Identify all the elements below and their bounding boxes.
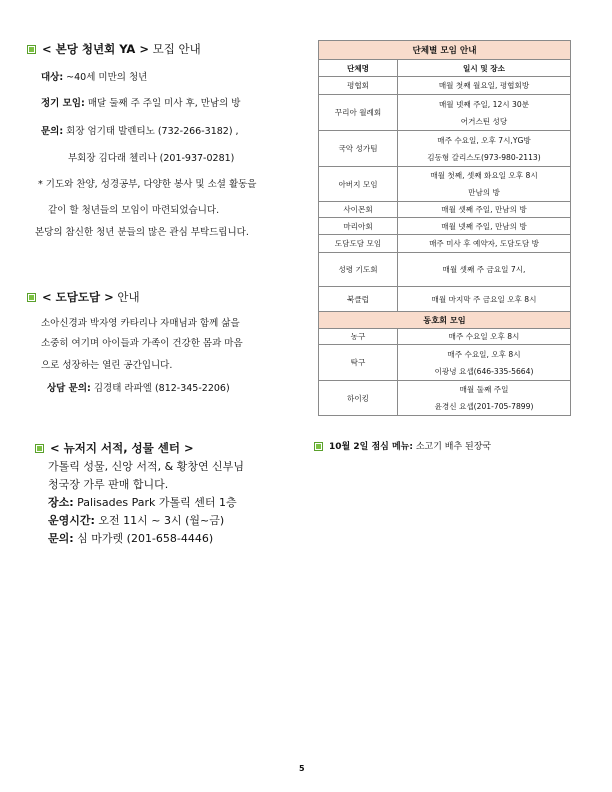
group-name-cell: 평협회 bbox=[319, 77, 398, 95]
page-number: 5 bbox=[299, 764, 305, 773]
group-info-cell bbox=[398, 95, 571, 131]
group-info-line: 김동형 갈리스도(973-980-2113) bbox=[427, 152, 541, 162]
schedule-col-name: 단체명 bbox=[319, 60, 398, 77]
group-name-cell: 하이킹 bbox=[319, 381, 398, 416]
group-info-line: 매월 첫째 월요일, 평협회방 bbox=[438, 80, 530, 90]
ya-desc-2: 같이 할 청년들의 모임이 마련되었습니다. bbox=[48, 205, 220, 216]
dodam-contact bbox=[47, 384, 230, 394]
ya-contact-value: 회장 엄기태 발렌티노 (732-266-3182) , bbox=[63, 126, 239, 137]
ya-target-value: ~40세 미만의 청년 bbox=[63, 72, 148, 83]
group-info-line: 매월 셋째 주일, 만남의 방 bbox=[441, 204, 527, 214]
dodam-heading-rest: 안내 bbox=[113, 290, 140, 304]
table-row bbox=[319, 167, 571, 202]
group-info-line: 매월 둘째 주일 bbox=[459, 385, 509, 394]
dodam-line-2: 소중히 여기며 아이들과 가족이 건강한 몸과 마음 bbox=[41, 338, 243, 349]
group-info-line: 매주 수요일, 오후 7시,YG방 bbox=[437, 135, 531, 145]
dodam-line-1: 소아신경과 박자영 카타리나 자매님과 함께 삶을 bbox=[41, 318, 240, 329]
bookstore-hours-label: 운영시간: bbox=[48, 514, 95, 527]
club-title: 동호회 모임 bbox=[319, 312, 571, 329]
ya-heading-rest: 모집 안내 bbox=[148, 42, 201, 56]
group-info-cell bbox=[398, 131, 571, 167]
group-info-line: 매주 수요일, 오후 8시 bbox=[447, 349, 521, 359]
group-name-cell: 농구 bbox=[319, 329, 398, 345]
ya-target bbox=[41, 73, 147, 83]
ya-contact-label: 문의: bbox=[41, 126, 64, 137]
schedule-col-info: 일시 및 장소 bbox=[398, 60, 571, 77]
group-rows bbox=[319, 77, 571, 312]
ya-target-label: 대상: bbox=[41, 72, 64, 83]
dodam-contact-value: 김경태 라파엘 (812-345-2206) bbox=[90, 383, 230, 394]
dodam-contact-label: 상담 문의: bbox=[47, 383, 91, 394]
ya-contact-vice: 부회장 김다래 첼리나 (201-937-0281) bbox=[68, 153, 235, 164]
group-name-cell: 꾸리아 월례회 bbox=[319, 95, 398, 131]
group-name-cell: 사이몬회 bbox=[319, 202, 398, 218]
ya-meeting bbox=[41, 99, 241, 109]
table-row bbox=[319, 218, 571, 235]
group-info-cell bbox=[398, 381, 571, 416]
lunch-value: 소고기 배추 된장국 bbox=[412, 442, 492, 452]
bookstore-place-label: 장소: bbox=[48, 496, 74, 509]
table-row bbox=[319, 287, 571, 312]
dodam-heading-bold: < 도담도담 > bbox=[42, 290, 114, 304]
ya-contact bbox=[41, 127, 239, 137]
group-info-cell bbox=[398, 202, 571, 218]
table-row bbox=[319, 235, 571, 253]
bookstore-hours bbox=[48, 515, 224, 526]
ya-meeting-value: 매달 둘째 주 주일 미사 후, 만남의 방 bbox=[84, 98, 241, 109]
bookstore-line-1: 가톨릭 성물, 신앙 서적, & 황창연 신부님 bbox=[48, 460, 244, 473]
schedule-title: 단체별 모임 안내 bbox=[319, 41, 571, 60]
ya-desc-1: * 기도와 찬양, 성경공부, 다양한 봉사 및 소셜 활동을 bbox=[38, 179, 257, 190]
lunch-label: 10월 2일 점심 메뉴: bbox=[329, 442, 413, 452]
group-info-line: 만남의 방 bbox=[468, 188, 500, 197]
table-row bbox=[319, 131, 571, 167]
ya-desc-3: 본당의 참신한 청년 분들의 많은 관심 부탁드립니다. bbox=[35, 227, 249, 238]
bookstore-contact bbox=[48, 533, 213, 544]
bookstore-heading bbox=[35, 440, 194, 456]
group-info-cell bbox=[398, 235, 571, 253]
table-row bbox=[319, 329, 571, 345]
group-name-cell: 도담도담 모임 bbox=[319, 235, 398, 253]
group-info-line: 매월 셋째 주 금요일 7시, bbox=[442, 264, 526, 274]
lunch-menu bbox=[314, 442, 491, 452]
group-info-line: 매월 넷째 주일, 12시 30분 bbox=[438, 99, 530, 109]
group-info-cell bbox=[398, 218, 571, 235]
group-info-cell bbox=[398, 253, 571, 287]
bookstore-place bbox=[48, 497, 237, 508]
bookstore-contact-value: 심 마가렛 (201-658-4446) bbox=[73, 532, 214, 545]
bookstore-hours-value: 오전 11시 ~ 3시 (월~금) bbox=[94, 514, 225, 527]
table-row bbox=[319, 345, 571, 381]
group-info-line: 매주 수요일 오후 8시 bbox=[448, 331, 520, 341]
group-info-cell bbox=[398, 345, 571, 381]
group-name-cell: 북클럽 bbox=[319, 287, 398, 312]
table-row bbox=[319, 253, 571, 287]
square-bullet-icon bbox=[27, 293, 36, 302]
group-info-line: 매월 마지막 주 금요일 오후 8시 bbox=[431, 294, 537, 304]
square-bullet-icon bbox=[314, 442, 323, 451]
bookstore-contact-label: 문의: bbox=[48, 532, 74, 545]
square-bullet-icon bbox=[35, 444, 44, 453]
group-info-cell bbox=[398, 77, 571, 95]
ya-heading-bold: < 본당 청년회 YA > bbox=[42, 42, 149, 56]
group-info-line: 윤경신 요셉(201-705-7899) bbox=[434, 402, 534, 411]
group-info-line: 이광녕 요셉(646-335-5664) bbox=[434, 366, 534, 376]
bookstore-heading-text: < 뉴저지 서적, 성물 센터 > bbox=[50, 441, 194, 455]
group-name-cell: 국악 성가팀 bbox=[319, 131, 398, 167]
group-info-line: 매월 넷째 주일, 만남의 방 bbox=[441, 221, 527, 231]
group-name-cell: 마리아회 bbox=[319, 218, 398, 235]
schedule-table bbox=[318, 40, 571, 416]
group-info-cell bbox=[398, 287, 571, 312]
bookstore-place-value: Palisades Park 가톨릭 센터 1층 bbox=[73, 496, 237, 509]
table-row bbox=[319, 202, 571, 218]
group-info-line: 매월 첫째, 셋째 화요일 오후 8시 bbox=[430, 171, 538, 180]
table-row bbox=[319, 95, 571, 131]
group-name-cell: 아버지 모임 bbox=[319, 167, 398, 202]
square-bullet-icon bbox=[27, 45, 36, 54]
group-name-cell: 탁구 bbox=[319, 345, 398, 381]
group-info-line: 매주 미사 후 예약자, 도담도담 방 bbox=[429, 238, 539, 248]
group-info-cell bbox=[398, 167, 571, 202]
club-rows bbox=[319, 329, 571, 416]
dodam-line-3: 으로 성장하는 열린 공간입니다. bbox=[41, 360, 173, 371]
dodam-heading bbox=[27, 289, 140, 305]
group-info-line: 어거스틴 성당 bbox=[460, 116, 508, 126]
table-row bbox=[319, 381, 571, 416]
ya-heading bbox=[27, 41, 201, 57]
group-info-cell bbox=[398, 329, 571, 345]
group-name-cell: 성령 기도회 bbox=[319, 253, 398, 287]
ya-meeting-label: 정기 모임: bbox=[41, 98, 85, 109]
table-row bbox=[319, 77, 571, 95]
bookstore-line-2: 청국장 가루 판매 합니다. bbox=[48, 478, 169, 491]
